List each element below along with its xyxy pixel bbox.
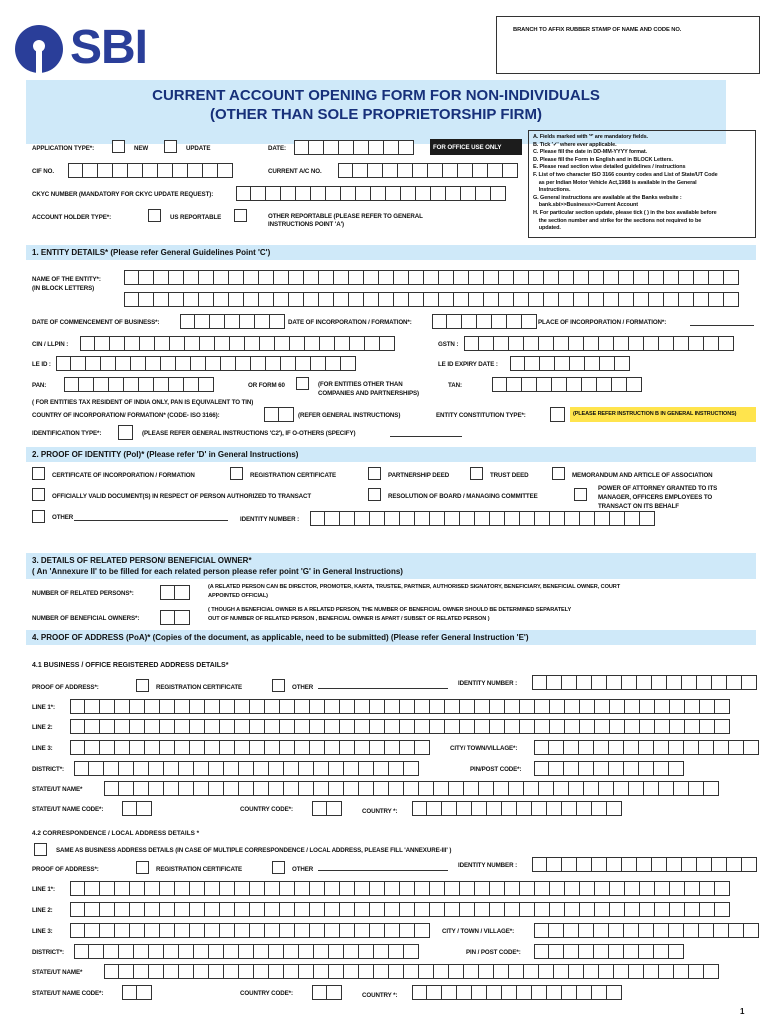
corr-line1-label: LINE 1*: — [32, 886, 55, 893]
corr-country-label: COUNTRY *: — [362, 992, 398, 999]
cin-label: CIN / LLPIN : — [32, 341, 69, 348]
incorporation-date-boxes[interactable] — [432, 314, 537, 329]
pan-boxes[interactable] — [64, 377, 214, 392]
state-boxes[interactable] — [104, 781, 719, 796]
poi-identity-number-boxes[interactable] — [310, 511, 655, 526]
corr-other-checkbox[interactable] — [272, 861, 285, 874]
current-ac-label: CURRENT A/C NO. — [268, 168, 322, 175]
cert-incorporation-label: CERTIFICATE OF INCORPORATION / FORMATION — [52, 472, 195, 479]
num-beneficial-boxes[interactable] — [160, 610, 190, 625]
form-subtitle: (OTHER THAN SOLE PROPRIETORSHIP FIRM) — [210, 106, 542, 123]
line3-boxes[interactable] — [70, 740, 430, 755]
other-poi-line[interactable] — [74, 520, 228, 521]
update-checkbox[interactable] — [164, 140, 177, 153]
constitution-note-highlight: (PLEASE REFER INSTRUCTION B IN GENERAL INSTRUCTIONS) — [570, 407, 756, 422]
same-as-business-checkbox[interactable] — [34, 843, 47, 856]
section-4-heading: 4. PROOF OF ADDRESS (PoA)* (Copies of the document, as applicable, need to be submitted) (Please refer General Instruction 'E') — [26, 630, 756, 645]
country-label: COUNTRY *: — [362, 808, 398, 815]
holder-type-label: ACCOUNT HOLDER TYPE*: — [32, 214, 112, 221]
constitution-label: ENTITY CONSTITUTION TYPE*: — [436, 412, 526, 419]
commencement-label: DATE OF COMMENCEMENT OF BUSINESS*: — [32, 319, 160, 326]
line1-boxes[interactable] — [70, 699, 730, 714]
leid-label: LE ID : — [32, 361, 51, 368]
leid-expiry-boxes[interactable] — [510, 356, 630, 371]
corr-pin-boxes[interactable] — [534, 944, 684, 959]
poa-reg-cert-label: REGISTRATION CERTIFICATE — [156, 684, 243, 691]
incorporation-place-line[interactable] — [690, 325, 754, 326]
poa-label-1: POWER OF ATTORNEY GRANTED TO ITS — [598, 485, 718, 492]
cif-label: CIF NO. — [32, 168, 54, 175]
corr-reg-cert-checkbox[interactable] — [136, 861, 149, 874]
line2-boxes[interactable] — [70, 719, 730, 734]
district-label: DISTRICT*: — [32, 766, 64, 773]
sbi-logo-icon — [14, 24, 64, 74]
ovd-label: OFFICIALLY VALID DOCUMENT(S) IN RESPECT OF PERSON AUTHORIZED TO TRANSACT — [52, 493, 312, 500]
related-note-2: APPOINTED OFFICIAL) — [208, 593, 268, 599]
identification-type-box[interactable] — [118, 425, 133, 440]
moa-checkbox[interactable] — [552, 467, 565, 480]
proof-address-label: PROOF OF ADDRESS*: — [32, 684, 99, 691]
entity-name-label: NAME OF THE ENTITY*: — [32, 276, 101, 283]
corr-district-boxes[interactable] — [74, 944, 419, 959]
us-reportable-checkbox[interactable] — [148, 209, 161, 222]
corr-proof-address-label: PROOF OF ADDRESS*: — [32, 866, 99, 873]
refer-general-note: (REFER GENERAL INSTRUCTIONS) — [298, 412, 401, 419]
pin-boxes[interactable] — [534, 761, 684, 776]
other-reportable-label-1: OTHER REPORTABLE (PLEASE REFER TO GENERAL — [268, 213, 423, 220]
other-reportable-label-2: INSTRUCTIONS POINT 'A') — [268, 221, 344, 228]
ckyc-label: CKYC NUMBER (MANDATORY FOR CKYC UPDATE REQUEST): — [32, 191, 214, 198]
country-incorporation-label: COUNTRY OF INCORPORATION/ FORMATION* (CODE- ISO 3166): — [32, 412, 220, 419]
state-label: STATE/UT NAME* — [32, 786, 83, 793]
country-incorporation-boxes[interactable] — [264, 407, 294, 422]
poa-label-3: TRANSACT ON ITS BEHALF — [598, 503, 679, 510]
corr-other-label: OTHER — [292, 866, 314, 873]
trust-checkbox[interactable] — [470, 467, 483, 480]
corr-country-code-label: COUNTRY CODE*: — [240, 990, 293, 997]
form60-note-1: (FOR ENTITIES OTHER THAN — [318, 381, 403, 388]
date-boxes[interactable] — [294, 140, 414, 155]
poi-identity-number-label: IDENTITY NUMBER : — [240, 516, 300, 523]
beneficial-note-2: OUT OF NUMBER OF RELATED PERSON , BENEFICIAL OWNER IS APART / SUBSET OF RELATED PERSON ) — [208, 616, 490, 622]
beneficial-note-1: ( THOUGH A BENEFICIAL OWNER IS A RELATED PERSON, THE NUMBER OF BENEFICIAL OWNER SHOULD BE DETERMINED SEPARATELY — [208, 607, 572, 613]
instruction-line: as per Indian Motor Vehicle Act,1988 is available in the General — [533, 179, 697, 186]
instruction-line: bank.sbi>>Business>>Current Account — [533, 202, 639, 209]
office-use-badge: FOR OFFICE USE ONLY — [430, 139, 522, 155]
cif-boxes[interactable] — [68, 163, 233, 178]
ckyc-boxes[interactable] — [236, 186, 506, 201]
same-as-business-label: SAME AS BUSINESS ADDRESS DETAILS (IN CASE OF MULTIPLE CORRESPONDENCE / LOCAL ADDRESS, PLEASE FILL 'ANNEXURE-III' ) — [56, 847, 452, 854]
poa-other-line[interactable] — [318, 688, 448, 689]
instruction-line: B. Tick '✓' where ever applicable. — [533, 141, 617, 148]
trust-label: TRUST DEED — [490, 472, 529, 479]
us-reportable-label: US REPORTABLE — [170, 214, 222, 221]
stamp-label: BRANCH TO AFFIX RUBBER STAMP OF NAME AND CODE NO. — [513, 27, 682, 33]
resolution-label: RESOLUTION OF BOARD / MANAGING COMMITTEE — [388, 493, 538, 500]
pin-label: PIN/POST CODE*: — [470, 766, 522, 773]
poa-identity-number-label: IDENTITY NUMBER : — [458, 680, 518, 687]
related-note-1: (A RELATED PERSON CAN BE DIRECTOR, PROMOTER, KARTA, TRUSTEE, PARTNER, AUTHORISED SIGNATORY, BENEFICIARY, BENEFICIAL OWNER, COURT — [208, 584, 621, 590]
num-related-label: NUMBER OF RELATED PERSONS*: — [32, 590, 134, 597]
leid-expiry-label: LE ID EXPIRY DATE : — [438, 361, 498, 368]
corr-city-boxes[interactable] — [534, 923, 759, 938]
corr-identity-number-label: IDENTITY NUMBER : — [458, 862, 518, 869]
pan-label: PAN: — [32, 382, 47, 389]
section-1-heading: 1. ENTITY DETAILS* (Please refer General Guidelines Point 'C') — [26, 245, 756, 260]
other-poi-checkbox[interactable] — [32, 510, 45, 523]
poa-identity-number-boxes[interactable] — [532, 675, 757, 690]
entity-name-boxes-row-2[interactable] — [124, 292, 739, 307]
reg-cert-checkbox[interactable] — [230, 467, 243, 480]
corr-city-label: CITY / TOWN / VILLAGE*: — [442, 928, 515, 935]
section-4-1-heading: 4.1 BUSINESS / OFFICE REGISTERED ADDRESS DETAILS* — [32, 662, 229, 669]
line3-label: LINE 3: — [32, 745, 53, 752]
incorporation-place-label: PLACE OF INCORPORATION / FORMATION*: — [538, 319, 667, 326]
reg-cert-label: REGISTRATION CERTIFICATE — [250, 472, 337, 479]
form-title: CURRENT ACCOUNT OPENING FORM FOR NON-INDIVIDUALS — [152, 87, 600, 104]
constitution-box[interactable] — [550, 407, 565, 422]
form60-label: OR FORM 60 — [248, 382, 285, 389]
corr-country-code-boxes[interactable] — [312, 985, 342, 1000]
incorporation-date-label: DATE OF INCORPORATION / FORMATION*: — [288, 319, 412, 326]
corr-country-boxes[interactable] — [412, 985, 622, 1000]
current-ac-boxes[interactable] — [338, 163, 518, 178]
state-code-label: STATE/UT NAME CODE*: — [32, 806, 104, 813]
poa-checkbox[interactable] — [574, 488, 587, 501]
corr-line3-boxes[interactable] — [70, 923, 430, 938]
other-poi-label: OTHER — [52, 514, 74, 521]
sbi-logo-text: SBI — [70, 21, 148, 74]
section-4-2-heading: 4.2 CORRESPONDENCE / LOCAL ADDRESS DETAILS * — [32, 830, 200, 837]
instruction-line: H. For particular section update, please tick ( ) in the box available before — [533, 209, 717, 216]
corr-identity-number-boxes[interactable] — [532, 857, 757, 872]
instruction-line: the section number and strike for the sections not required to be — [533, 217, 702, 224]
corr-state-boxes[interactable] — [104, 964, 719, 979]
tax-resident-note: ( FOR ENTITIES TAX RESIDENT OF INDIA ONLY, PAN IS EQUIVALENT TO TIN) — [32, 399, 254, 406]
gstn-label: GSTN : — [438, 341, 459, 348]
ovd-checkbox[interactable] — [32, 488, 45, 501]
corr-district-label: DISTRICT*: — [32, 949, 64, 956]
section-3-heading: 3. DETAILS OF RELATED PERSON/ BENEFICIAL OWNER* — [32, 556, 252, 565]
corr-line1-boxes[interactable] — [70, 881, 730, 896]
identification-type-label: IDENTIFICATION TYPE*: — [32, 430, 102, 437]
partnership-label: PARTNERSHIP DEED — [388, 472, 450, 479]
instruction-line: updated. — [533, 225, 561, 232]
form60-note-2: COMPANIES AND PARTNERSHIPS) — [318, 390, 420, 397]
poa-label-2: MANAGER, OFFICERS EMPLOYEES TO — [598, 494, 713, 501]
stamp-box — [496, 16, 760, 74]
corr-line2-label: LINE 2: — [32, 907, 53, 914]
poa-reg-cert-checkbox[interactable] — [136, 679, 149, 692]
application-type-label: APPLICATION TYPE*: — [32, 145, 95, 152]
section-3-subheading: ( An 'Annexure II' to be filled for each related person please refer point 'G' in General Instructions) — [32, 567, 403, 576]
corr-reg-cert-label: REGISTRATION CERTIFICATE — [156, 866, 243, 873]
entity-name-sublabel: (IN BLOCK LETTERS) — [32, 285, 95, 292]
cin-boxes[interactable] — [80, 336, 395, 351]
corr-line2-boxes[interactable] — [70, 902, 730, 917]
resolution-checkbox[interactable] — [368, 488, 381, 501]
form60-checkbox[interactable] — [296, 377, 309, 390]
instruction-line: F. List of two character ISO 3166 country codes and List of State/UT Code — [533, 171, 718, 178]
line2-label: LINE 2: — [32, 724, 53, 731]
instruction-line: A. Fields marked with '*' are mandatory fields. — [533, 134, 648, 140]
leid-boxes[interactable] — [56, 356, 356, 371]
line1-label: LINE 1*: — [32, 704, 55, 711]
sbi-logo — [14, 21, 168, 74]
date-label: DATE: — [268, 145, 286, 152]
num-beneficial-label: NUMBER OF BENEFICIAL OWNERS*: — [32, 615, 140, 622]
instruction-line: E. Please read section wise detailed guidelines / instructions — [533, 164, 686, 171]
corr-state-label: STATE/UT NAME* — [32, 969, 83, 976]
identification-type-note: (PLEASE REFER GENERAL INSTRUCTIONS 'C2'), IF O-OTHERS (SPECIFY) — [142, 430, 356, 437]
city-boxes[interactable] — [534, 740, 759, 755]
state-code-boxes[interactable] — [122, 801, 152, 816]
identification-other-line[interactable] — [390, 436, 462, 437]
corr-state-code-label: STATE/UT NAME CODE*: — [32, 990, 104, 997]
corr-state-code-boxes[interactable] — [122, 985, 152, 1000]
instruction-line: C. Please fill the date in DD-MM-YYYY format. — [533, 149, 647, 156]
country-code-boxes[interactable] — [312, 801, 342, 816]
commencement-boxes[interactable] — [180, 314, 285, 329]
other-reportable-checkbox[interactable] — [234, 209, 247, 222]
page-number: 1 — [740, 1007, 745, 1016]
new-checkbox[interactable] — [112, 140, 125, 153]
instruction-line: G. General instructions are available at the Banks website : — [533, 194, 682, 201]
update-label: UPDATE — [186, 145, 211, 152]
num-related-boxes[interactable] — [160, 585, 190, 600]
district-boxes[interactable] — [74, 761, 419, 776]
tan-label: TAN: — [448, 382, 462, 389]
entity-name-boxes-row-1[interactable] — [124, 270, 739, 285]
general-instructions-box — [528, 130, 756, 238]
city-label: CITY/ TOWN/VILLAGE*: — [450, 745, 518, 752]
instruction-line: D. Please fill the Form in English and in BLOCK Letters. — [533, 156, 673, 163]
cert-incorporation-checkbox[interactable] — [32, 467, 45, 480]
gstn-boxes[interactable] — [464, 336, 734, 351]
section-2-heading: 2. PROOF OF IDENTITY (PoI)* (Please refer 'D' in General Instructions) — [26, 447, 756, 462]
partnership-checkbox[interactable] — [368, 467, 381, 480]
tan-boxes[interactable] — [492, 377, 642, 392]
country-code-label: COUNTRY CODE*: — [240, 806, 293, 813]
new-label: NEW — [134, 145, 149, 152]
instruction-line: Instructions. — [533, 187, 571, 194]
moa-label: MEMORANDUM AND ARTICLE OF ASSOCIATION — [572, 472, 713, 479]
corr-other-line[interactable] — [318, 870, 448, 871]
poa-other-label: OTHER — [292, 684, 314, 691]
poa-other-checkbox[interactable] — [272, 679, 285, 692]
country-boxes[interactable] — [412, 801, 622, 816]
corr-line3-label: LINE 3: — [32, 928, 53, 935]
corr-pin-label: PIN / POST CODE*: — [466, 949, 521, 956]
